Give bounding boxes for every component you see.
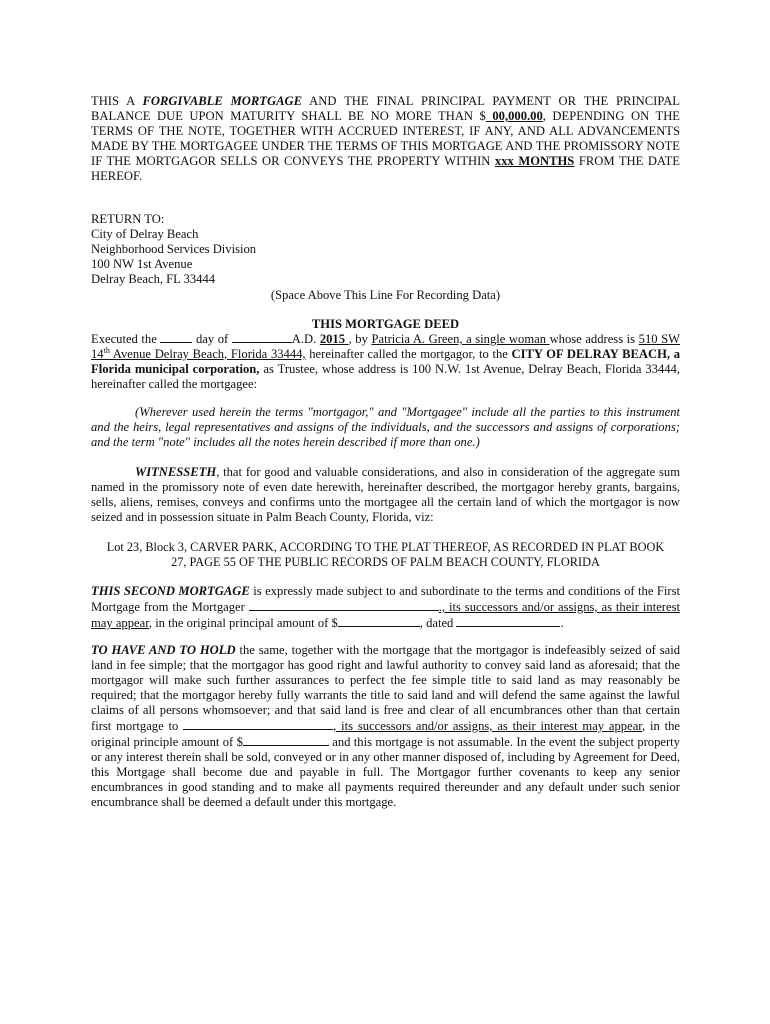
max-balance-amount: 00,000.00 bbox=[485, 109, 543, 123]
executed-text: day of bbox=[192, 332, 232, 346]
executed-text: , by bbox=[348, 332, 372, 346]
return-to-address bbox=[91, 212, 680, 287]
assigns-clause: , its successors and/or assigns, as their interest may appear bbox=[333, 719, 642, 733]
grantor-name: Patricia A. Green, a single woman bbox=[371, 332, 550, 346]
address-line: 100 NW 1st Avenue bbox=[91, 257, 193, 271]
notice-text: FROM THE DATE HEREOF. bbox=[91, 154, 680, 183]
executed-paragraph bbox=[91, 331, 680, 392]
address-line: Delray Beach, FL 33444 bbox=[91, 272, 216, 286]
address-suffix: th bbox=[103, 345, 110, 355]
assigns-clause: ., its successors and/or assigns, as their interest may appear bbox=[91, 600, 680, 630]
witnesseth-paragraph bbox=[91, 465, 680, 525]
second-mortgage-text: , dated bbox=[419, 616, 457, 630]
day-blank[interactable] bbox=[160, 331, 192, 343]
witnesseth-label: WITNESSETH bbox=[135, 465, 217, 479]
second-mortgage-text: . bbox=[560, 616, 564, 630]
notice-text: , DEPENDING ON THE TERMS OF THE NOTE, TOGETHER WITH ACCRUED INTEREST, IF ANY, AND ALL ADVANCEMENTS MADE BY THE MORTGAGEE UNDER THE TERMS OF THIS MORTGAGE AND THE PROMISSORY NOTE IF THE MORTGAGOR SELLS OR CONVEYS THE PROPERTY WITHIN bbox=[91, 109, 680, 168]
second-mortgage-paragraph bbox=[91, 584, 680, 631]
first-mortgagee-blank[interactable] bbox=[249, 599, 439, 611]
definitions-paragraph: (Wherever used herein the terms "mortgagor," and "Mortgagee" include all the parties to this instrument and the heirs, legal representatives and assigns of the individuals, and the successors and assigns of corporations; and the term "note" includes all the notes herein described if more than one.) bbox=[91, 405, 680, 449]
executed-text: hereinafter called the mortgagor, to the bbox=[305, 347, 512, 361]
have-and-hold-paragraph bbox=[91, 643, 680, 810]
legal-description bbox=[91, 540, 680, 570]
principal-amount-blank[interactable] bbox=[338, 615, 420, 627]
executed-text: whose address is bbox=[549, 332, 636, 346]
forgivable-mortgage-label: FORGIVABLE MORTGAGE bbox=[142, 94, 302, 108]
executed-text: A.D. bbox=[291, 332, 320, 346]
executed-text: as Trustee, whose address is 100 N.W. 1st Avenue, Delray Beach, Florida 33444, hereinafter called the mortgagee: bbox=[91, 362, 680, 391]
address-line: City of Delray Beach bbox=[91, 227, 199, 241]
term-months: xxx MONTHS bbox=[494, 154, 575, 168]
have-and-hold-label: TO HAVE AND TO HOLD bbox=[91, 643, 236, 657]
month-blank[interactable] bbox=[232, 331, 292, 343]
second-mortgage-label: THIS SECOND MORTGAGE bbox=[91, 584, 250, 598]
executed-text: Executed the bbox=[91, 332, 161, 346]
year-value: 2015 bbox=[319, 332, 349, 346]
legal-line: Lot 23, Block 3, CARVER PARK, ACCORDING TO THE PLAT THEREOF, AS RECORDED IN PLAT BOOK bbox=[106, 540, 665, 554]
principle-amount-blank[interactable] bbox=[243, 734, 329, 746]
recording-data-note: (Space Above This Line For Recording Data) bbox=[270, 288, 501, 302]
legal-line: 27, PAGE 55 OF THE PUBLIC RECORDS OF PALM BEACH COUNTY, FLORIDA bbox=[171, 555, 600, 569]
forgivable-mortgage-notice bbox=[91, 94, 680, 184]
first-mortgage-holder-blank[interactable] bbox=[183, 718, 333, 730]
address-number: 510 SW 14 bbox=[91, 332, 681, 361]
document-title: THIS MORTGAGE DEED bbox=[311, 317, 460, 331]
mortgagee-name: CITY OF DELRAY BEACH, a Florida municipal corporation, bbox=[91, 347, 680, 376]
address-rest: Avenue Delray Beach, Florida 33444, bbox=[109, 347, 306, 361]
notice-text: AND THE FINAL PRINCIPAL PAYMENT OR THE PRINCIPAL BALANCE DUE UPON MATURITY SHALL BE NO MORE THAN $ bbox=[91, 94, 680, 123]
second-mortgage-text: , in the original principal amount of $ bbox=[148, 616, 338, 630]
return-to-label: RETURN TO: bbox=[91, 212, 165, 226]
witnesseth-text: , that for good and valuable considerations, and also in consideration of the aggregate sum named in the promissory note of even date herewith, hereinafter described, the mortgagor hereby grants, bargains, sells, aliens, remises, conveys and confirms unto the mortgagee all the certain land of which the mortgagor is now seized and in possession situate in Palm Beach County, Florida, viz: bbox=[91, 465, 680, 524]
second-mortgage-text: is expressly made subject to and subordinate to the terms and conditions of the First Mortgage from the Mortgager bbox=[91, 584, 680, 614]
have-and-hold-text: the same, together with the mortgage that the mortgagor is indefeasibly seized of said land in fee simple; that the mortgagor has good right and lawful authority to convey said land as aforesaid; that the mortgagor will make such further assurances to perfect the fee simple title to said land as may reasonably be required; that the mortgagor hereby fully warrants the title to said land and will defend the same against the lawful claims of all persons whomsoever; and that said land is free and clear of all encumbrances other than that certain first mortgage to bbox=[91, 643, 680, 733]
have-and-hold-text: , in the original principle amount of $ bbox=[91, 719, 680, 749]
address-line: Neighborhood Services Division bbox=[91, 242, 257, 256]
have-and-hold-text: and this mortgage is not assumable. In the event the subject property or any interest therein shall be sold, conveyed or in any other manner disposed of, including by Agreement for Deed, this Mortgage shall become due and payable in full. The Mortgagor further covenants to keep any senior encumbrances in good standing and to make all payments required thereunder and any default under such senior encumbrance shall be deemed a default under this mortgage. bbox=[91, 735, 680, 809]
date-blank[interactable] bbox=[456, 615, 560, 627]
notice-text: THIS A bbox=[91, 94, 143, 108]
